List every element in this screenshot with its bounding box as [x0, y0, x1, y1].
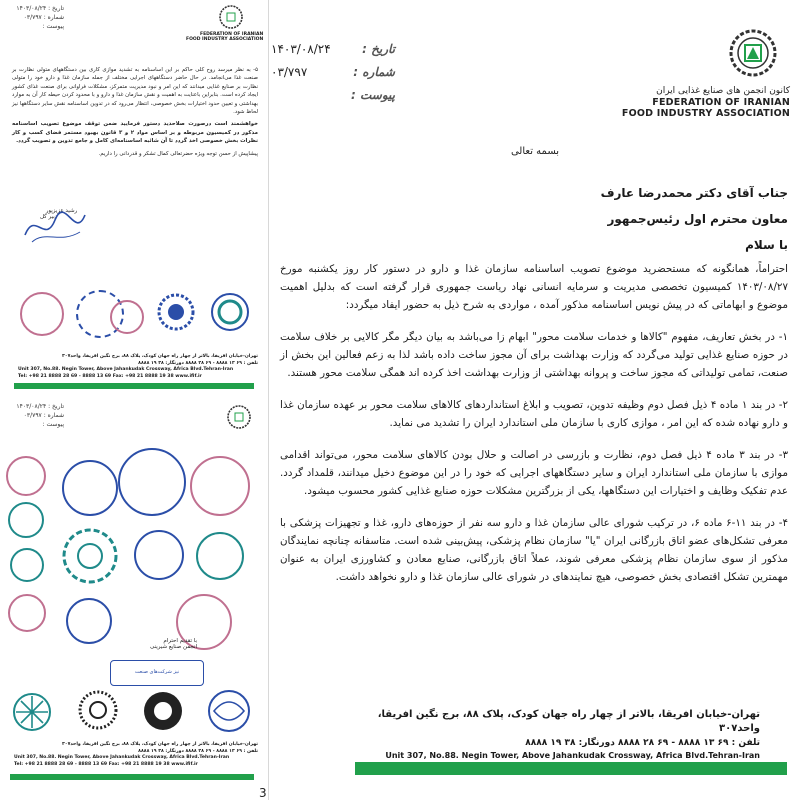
federation-name-fa: کانون انجمن های صنایع غذایی ایران — [656, 86, 790, 96]
thumb-a-attach: پیوست : — [42, 23, 64, 30]
number-label: شماره : — [353, 65, 395, 79]
emblem-seal-icon — [10, 690, 54, 734]
thumb-a-sign-title: دبیر کل — [40, 214, 58, 220]
emblem-seal-icon — [140, 688, 186, 734]
federation-name-en-2: FOOD INDUSTRY ASSOCIATION — [621, 108, 790, 119]
federation-name-en-1: FEDERATION OF IRANIAN — [652, 97, 790, 108]
seal-stamp-icon — [8, 502, 44, 538]
thumb-b-rect-stamp: نیز شرکت‌های صنعت — [110, 660, 204, 686]
thumb-b-footer — [14, 742, 258, 768]
thumb-a-date: تاریخ : ۱۴۰۳/۰۸/۲۴ — [16, 5, 64, 12]
seal-stamp-icon — [10, 548, 44, 582]
paragraph-4: ۴- در بند ۱۱-۶ ماده ۶، در ترکیب شورای عالی سازمان غذا و دارو سه نفر از حوزه‌های دارو، غذا و تجهیزات پزشکی با معرفی تشکل‌های عضو اتاق بازرگانی ایران "یا" سازمان نظام پزشکی، پیش‌بینی شده است. متاسفانه چنانچه نمایندگان مذکور از سوی سازمان نظام پزشکی معرفی شوند، عملاً اتاق بازرگانی، صنایع معادن و کشاورزی ایران به عنوان مهمترین تشکل اقتصادی بخش خصوصی، هیچ نمایندهای در شورای عالی سازمان غذا و دارو نخواهد داشت. — [280, 517, 788, 583]
thumb-b-footer-phone-en: Tel: +98 21 8888 28 69 - 8888 13 69 Fax: +98 21 8888 19 38 www.ifif.ir — [14, 761, 198, 767]
seal-stamp-icon — [110, 300, 144, 334]
thumb-a-assoc-2: FOOD INDUSTRY ASSOCIATION — [186, 37, 264, 42]
thumb-a-meta — [4, 4, 64, 31]
seal-stamp-icon — [62, 460, 118, 516]
seal-stamp-icon — [6, 456, 46, 496]
date-value: ۱۴۰۳/۰۸/۲۴ — [271, 42, 331, 56]
footer-address-en: Unit 307, No.88. Negin Tower, Above Jahankudak Crossway, Africa Blvd.Tehran-Iran — [385, 751, 760, 760]
federation-name — [622, 86, 790, 119]
thumb-a-thanks: پیشاپیش از حسن توجه ویژه حضرتعالی کمال تشکر و قدردانی را داریم. — [98, 150, 258, 157]
number-value: ۰۳/۷۹۷ — [271, 65, 308, 79]
thumb-a-assoc — [186, 32, 263, 42]
greeting: با سلام — [745, 238, 788, 252]
thumb-a-footer-fa: تهران-خیابان افریقا، بالاتر از چهار راه جهان کودک، پلاک ۸۸، برج نگین افریقا، واحد۳۰۷ — [61, 354, 258, 359]
emblem-seal-icon — [208, 290, 252, 338]
seal-stamp-icon — [190, 456, 250, 516]
thumb-b-logo-icon — [226, 404, 252, 430]
main-letter — [268, 0, 800, 800]
seal-stamp-icon — [134, 530, 184, 580]
thumb-a-paragraph-5: ۵- به نظر میرسد روح کلی حاکم بر این اساسنامه به تشدید موازی کاری بین دستگاههای متولی نظارت بر صنعت غذا می‌انجامد. در حال حاضر دستگاههای اجرایی مختلف از جمله سازمان غذا و دارو خود را متولی نظارت بر صنایع غذایی میدانند که این امر و نبود مدیریت متمرکز، مشکلات فراوانی برای صنعت غذای کشور ایجاد کرده است. بنابراین باعنایت به اهمیت و نقش سازمان غذا و دارو و با محدود کردن حیطه کار آن به موارد بهداشتی و تعیین حدود اختیارات بخش خصوصی، انتظار می‌رود که در تدوین اساسنامه نقش سایر دستگاهها نیز لحاظ شود. — [12, 67, 258, 116]
thumb-b-footer-fa: تهران-خیابان افریقا، بالاتر از چهار راه جهان کودک، پلاک ۸۸، برج نگین افریقا، واحد۳۰۷ — [61, 742, 258, 747]
recipient-block — [288, 180, 788, 258]
seal-stamp-icon — [8, 594, 46, 632]
recipient-name: جناب آقای دکتر محمدرضا عارف — [600, 186, 788, 200]
attach-label: پیوست : — [351, 88, 395, 102]
thumb-b-number: شماره : ۰۳/۷۹۷ — [23, 412, 64, 419]
thumb-b-signature — [150, 638, 197, 650]
thumb-a-footer-phone-fa: تلفن : ۶۹ ۱۳ ۸۸۸۸ - ۶۹ ۲۸ ۸۸۸۸ دورنگار: ۳۸ ۱۹ ۸۸۸۸ — [138, 360, 258, 366]
thumb-b-sign-2: انجمن صنایع شیرینی — [150, 644, 198, 650]
paragraph-3: ۳- در بند ۳ ماده ۴ ذیل فصل دوم، نظارت و بازرسی در اصالت و حلال بودن کالاهای سلامت محور، می‌تواند اقدامی موازی با سازمان ملی استاندارد ایران و سایر دستگاههای اجرایی که خود را در این موضوع دخیل میدانند، قلمداد گردد. عدم تفکیک وظایف و اختیارات این دستگاهها، یکی از بزرگترین مشکلات حوزه صنایع غذایی کشور محسوب میشود. — [280, 449, 788, 497]
paragraph-2: ۲- در بند ۱ ماده ۴ ذیل فصل دوم وظیفه تدوین، تصویب و ابلاغ استانداردهای کالاهای سلامت محور بر عهده سازمان غذا و دارو نهاده شده که این امر ، موازی کاری با سازمان ملی استاندارد ایران را تشدید می نماید. — [280, 399, 788, 429]
thumb-a-logo-icon — [218, 4, 244, 30]
footer-green-bar — [355, 762, 787, 775]
footer-phone-fa: تلفن : ۶۹ ۱۳ ۸۸۸۸ - ۶۹ ۲۸ ۸۸۸۸ دورنگار: ۳۸ ۱۹ ۸۸۸۸ — [525, 738, 760, 748]
thumb-b-meta — [4, 402, 64, 429]
thumb-a-sign-name: رشید عزیزپور — [45, 208, 78, 214]
thumb-b-sign-1: با تقدیم احترام — [163, 638, 198, 644]
thumb-b-attach: پیوست : — [42, 421, 64, 428]
thumb-a-footer-en: Unit 307, No.88. Negin Tower, Above Jahankudak Crossway, Africa Blvd.Tehran-Iran — [18, 367, 234, 373]
thumb-a-footer-phone-en: Tel: +98 21 8888 28 69 - 8888 13 69 Fax: +98 21 8888 19 38 www.ifif.ir — [18, 373, 202, 379]
attach-row — [275, 84, 395, 107]
thumb-a-footer — [18, 354, 258, 380]
recipient-title: معاون محترم اول رئیس‌جمهور — [607, 212, 788, 226]
handwritten-signature-icon — [20, 200, 90, 250]
thumb-a-number: شماره : ۰۳/۷۹۷ — [23, 14, 64, 21]
letter-body — [280, 260, 788, 600]
seal-stamp-icon — [20, 292, 64, 336]
seal-stamp-icon — [66, 598, 112, 644]
emblem-seal-icon — [156, 290, 196, 338]
bismillah: بسمه تعالی — [510, 146, 560, 157]
footer-address-fa: تهران-خیابان افریقا، بالاتر از چهار راه جهان کودک، پلاک ۸۸، برج نگین افریقا، واحد۳۰۷ — [377, 709, 760, 734]
thumb-b-footer-en: Unit 307, No.88. Negin Tower, Above Jahankudak Crossway, Africa Blvd.Tehran-Iran — [14, 755, 230, 761]
seal-stamp-icon — [118, 448, 186, 516]
thumb-a-green-bar — [14, 383, 254, 389]
thumb-a-request: خواهشمند است درصورت صلاحدید دستور فرمایید ضمن توقف موضوع تصویب اساسنامه مذکور در کمیسیون مربوطه و بر اساس مواد ۲ و ۳ قانون بهبود مستمر فضای کسب و کار نظرات بخش خصوصی اخذ گردد تا آن شائبه اساسنامه‌ای کامل و جامع تدوین و تصویب گردد. — [12, 121, 258, 145]
paragraph-1: ۱- در بخش تعاریف، مفهوم "کالاها و خدمات سلامت محور" ابهام زا می‌باشد به بیان دیگر مگر کالایی بر خلاف سلامت در حوزه صنایع غذایی تولید می‌گردد که وزارت بهداشت برای آن مجوز ساخت داده باشد لذا به زعم فعالین این بخش از صنعت، تمامی تولیداتی که مجوز ساخت و پروانه بهداشتی از وزارت بهداشت اخذ کرده اند همگی سلامت محور هستند. — [280, 331, 788, 379]
letter-meta — [271, 38, 395, 107]
date-row — [271, 38, 395, 61]
federation-logo-icon — [728, 28, 778, 78]
paragraph-intro: احتراماً، همانگونه که مستحضرید موضوع تصویب اساسنامه سازمان غذا و دارو در دستور کار روز یکشنبه مورخ ۱۴۰۳/۰۸/۲۷ کمیسیون تخصصی مدیریت و سرمایه انسانی نهاد ریاست جمهوری قرار گرفته است که بدلیل اهمیت موضوع و ابهاماتی که در پیش نویس اساسنامه مذکور آمده ، مواردی به شرح ذیل به حضور ایفاد میگردد: — [280, 263, 788, 311]
thumb-a-body — [12, 66, 258, 162]
thumb-b-date: تاریخ : ۱۴۰۳/۰۸/۲۴ — [16, 403, 64, 410]
letter-page-3-thumbnail — [0, 398, 268, 800]
page-number: 3 — [259, 786, 267, 800]
emblem-seal-icon — [60, 526, 120, 586]
number-row — [271, 61, 395, 84]
emblem-seal-icon — [74, 688, 122, 734]
seal-stamp-icon — [196, 532, 244, 580]
thumb-b-footer-phone-fa: تلفن : ۶۹ ۱۳ ۸۸۸۸ - ۶۹ ۲۸ ۸۸۸۸ دورنگار: ۳۸ ۱۹ ۸۸۸۸ — [138, 748, 258, 754]
thumb-b-green-bar — [10, 774, 254, 780]
date-label: تاریخ : — [362, 42, 395, 56]
emblem-seal-icon — [204, 688, 254, 734]
thumb-a-assoc-1: FEDERATION OF IRANIAN — [200, 32, 264, 37]
letter-page-2-thumbnail — [0, 0, 268, 390]
